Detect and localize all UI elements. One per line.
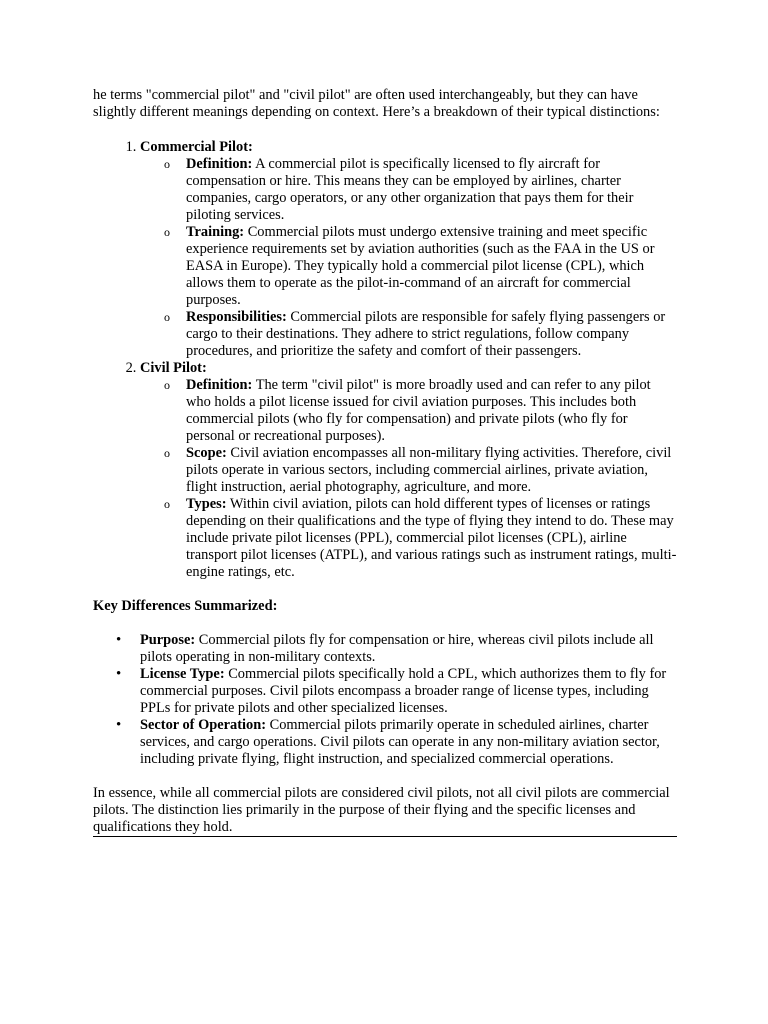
item-term: Sector of Operation: — [140, 717, 267, 733]
item-term: License Type: — [140, 666, 225, 682]
section-civil-pilot — [140, 360, 677, 581]
list-item — [186, 156, 677, 224]
sub-list — [140, 156, 677, 360]
item-text: Commercial pilots are responsible for safely flying passengers or cargo to their destinations. They adhere to strict regulations, follow company procedures, and prioritize the safety and comfort of their passengers. — [186, 309, 666, 359]
item-text: The term "civil pilot" is more broadly used and can refer to any pilot who holds a pilot license issued for civil aviation purposes. This includes both commercial pilots (who fly for compensation) and private pilots (who fly for personal or recreational purposes). — [186, 377, 651, 444]
list-item — [186, 224, 677, 309]
item-term: Purpose: — [140, 632, 196, 648]
item-text: Commercial pilots primarily operate in scheduled airlines, charter services, and cargo operations. Civil pilots can operate in any non-military aviation sector, including private flying, flight instruction, and specialized commercial operations. — [140, 717, 660, 767]
list-item — [140, 717, 677, 768]
item-term: Definition: — [186, 377, 253, 393]
item-text: Commercial pilots must undergo extensive training and meet specific experience requirements set by aviation authorities (such as the FAA in the US or EASA in Europe). They typically hold a commercial pilot license (CPL), which allows them to operate as the pilot-in-command of an aircraft for commercial purposes. — [186, 224, 655, 308]
list-item — [186, 377, 677, 445]
item-term: Types: — [186, 496, 227, 512]
item-text: Commercial pilots specifically hold a CPL, which authorizes them to fly for commercial purposes. Civil pilots encompass a broader range of license types, including PPLs for private pilots and other specialized licenses. — [140, 666, 667, 716]
sub-list — [140, 377, 677, 581]
list-item — [186, 496, 677, 581]
document-body — [93, 87, 677, 837]
key-differences-heading: Key Differences Summarized: — [93, 598, 278, 614]
list-item — [140, 666, 677, 717]
key-differences-list — [93, 632, 677, 768]
section-heading: Civil Pilot: — [140, 360, 207, 376]
item-term: Responsibilities: — [186, 309, 287, 325]
list-item — [186, 445, 677, 496]
intro-paragraph: he terms "commercial pilot" and "civil pilot" are often used interchangeably, but they can have slightly different meanings depending on context. Here’s a breakdown of their typical distinctions: — [93, 87, 660, 120]
item-text: Civil aviation encompasses all non-military flying activities. Therefore, civil pilots operate in various sectors, including commercial airlines, private aviation, flight instruction, aerial photography, agriculture, and more. — [186, 445, 672, 495]
section-heading: Commercial Pilot: — [140, 139, 253, 155]
item-text: Commercial pilots fly for compensation or hire, whereas civil pilots include all pilots operating in non-military contexts. — [140, 632, 654, 665]
conclusion-paragraph: In essence, while all commercial pilots are considered civil pilots, not all civil pilots are commercial pilots. The distinction lies primarily in the purpose of their flying and the specific licenses and qualifications they hold. — [93, 785, 677, 837]
item-text: A commercial pilot is specifically licensed to fly aircraft for compensation or hire. This means they can be employed by airlines, charter companies, cargo operators, or any other organization that pays them for their piloting services. — [186, 156, 634, 223]
pilot-types-list — [93, 139, 677, 581]
list-item — [140, 632, 677, 666]
list-item — [186, 309, 677, 360]
item-term: Definition: — [186, 156, 253, 172]
item-text: Within civil aviation, pilots can hold different types of licenses or ratings depending on their qualifications and the type of flying they intend to do. These may include private pilot licenses (PPL), commercial pilot licenses (CPL), airline transport pilot licenses (ATPL), and various ratings such as instrument ratings, multi-engine ratings, etc. — [186, 496, 677, 580]
section-commercial-pilot — [140, 139, 677, 360]
item-term: Training: — [186, 224, 245, 240]
item-term: Scope: — [186, 445, 227, 461]
